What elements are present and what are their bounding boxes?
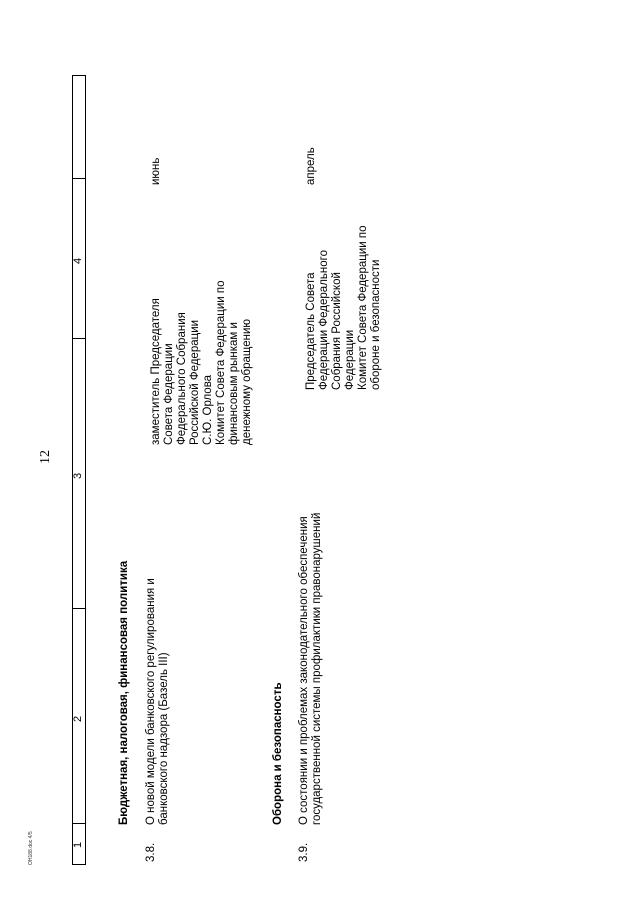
responsible-line: денежному обращению (241, 318, 253, 445)
column-divider (73, 823, 85, 824)
row-date: июнь (150, 157, 162, 185)
responsible-line: Российской Федерации (189, 319, 201, 445)
column-number: 4 (72, 257, 84, 264)
row-title-line: банковского надзора (Базель III) (158, 652, 170, 825)
responsible-line: финансовым рынкам и (228, 322, 240, 445)
responsible-line: Комитет Совета Федерации по (357, 225, 369, 390)
column-number: 1 (72, 841, 84, 848)
table-header (72, 75, 86, 865)
responsible-line: Комитет Совета Федерации по (215, 280, 227, 445)
responsible-line: обороне и безопасности (370, 259, 382, 390)
section-heading: Бюджетная, налоговая, финансовая политика (118, 560, 130, 825)
page-number: 12 (38, 450, 53, 464)
responsible-line: Собрания Российской (331, 272, 343, 390)
responsible-line: заместитель Председателя (150, 298, 162, 445)
column-number: 2 (72, 715, 84, 722)
responsible-line: С.Ю. Орлова (202, 374, 214, 445)
column-divider (73, 178, 85, 179)
section-heading: Оборона и безопасность (272, 682, 284, 825)
responsible-line: Федерации Федерального (318, 250, 330, 390)
row-number: 3.8. (145, 842, 157, 862)
responsible-line: Совета Федерации (163, 343, 175, 445)
responsible-line: Председатель Совета (305, 272, 317, 390)
column-divider (73, 338, 85, 339)
row-date: апрель (305, 147, 317, 185)
column-divider (73, 608, 85, 609)
row-number: 3.9. (298, 842, 310, 862)
responsible-line: Федерации (344, 329, 356, 390)
row-title-line: О новой модели банковского регулирования и (145, 578, 157, 825)
footer-code: OH188.doc 4/5 (28, 831, 34, 865)
row-title-line: О состоянии и проблемах законодательного обеспечения (298, 516, 310, 825)
row-title-line: государственной системы профилактики правонарушений (311, 512, 323, 825)
responsible-line: Федерального Собрания (176, 312, 188, 445)
column-number: 3 (72, 472, 84, 479)
